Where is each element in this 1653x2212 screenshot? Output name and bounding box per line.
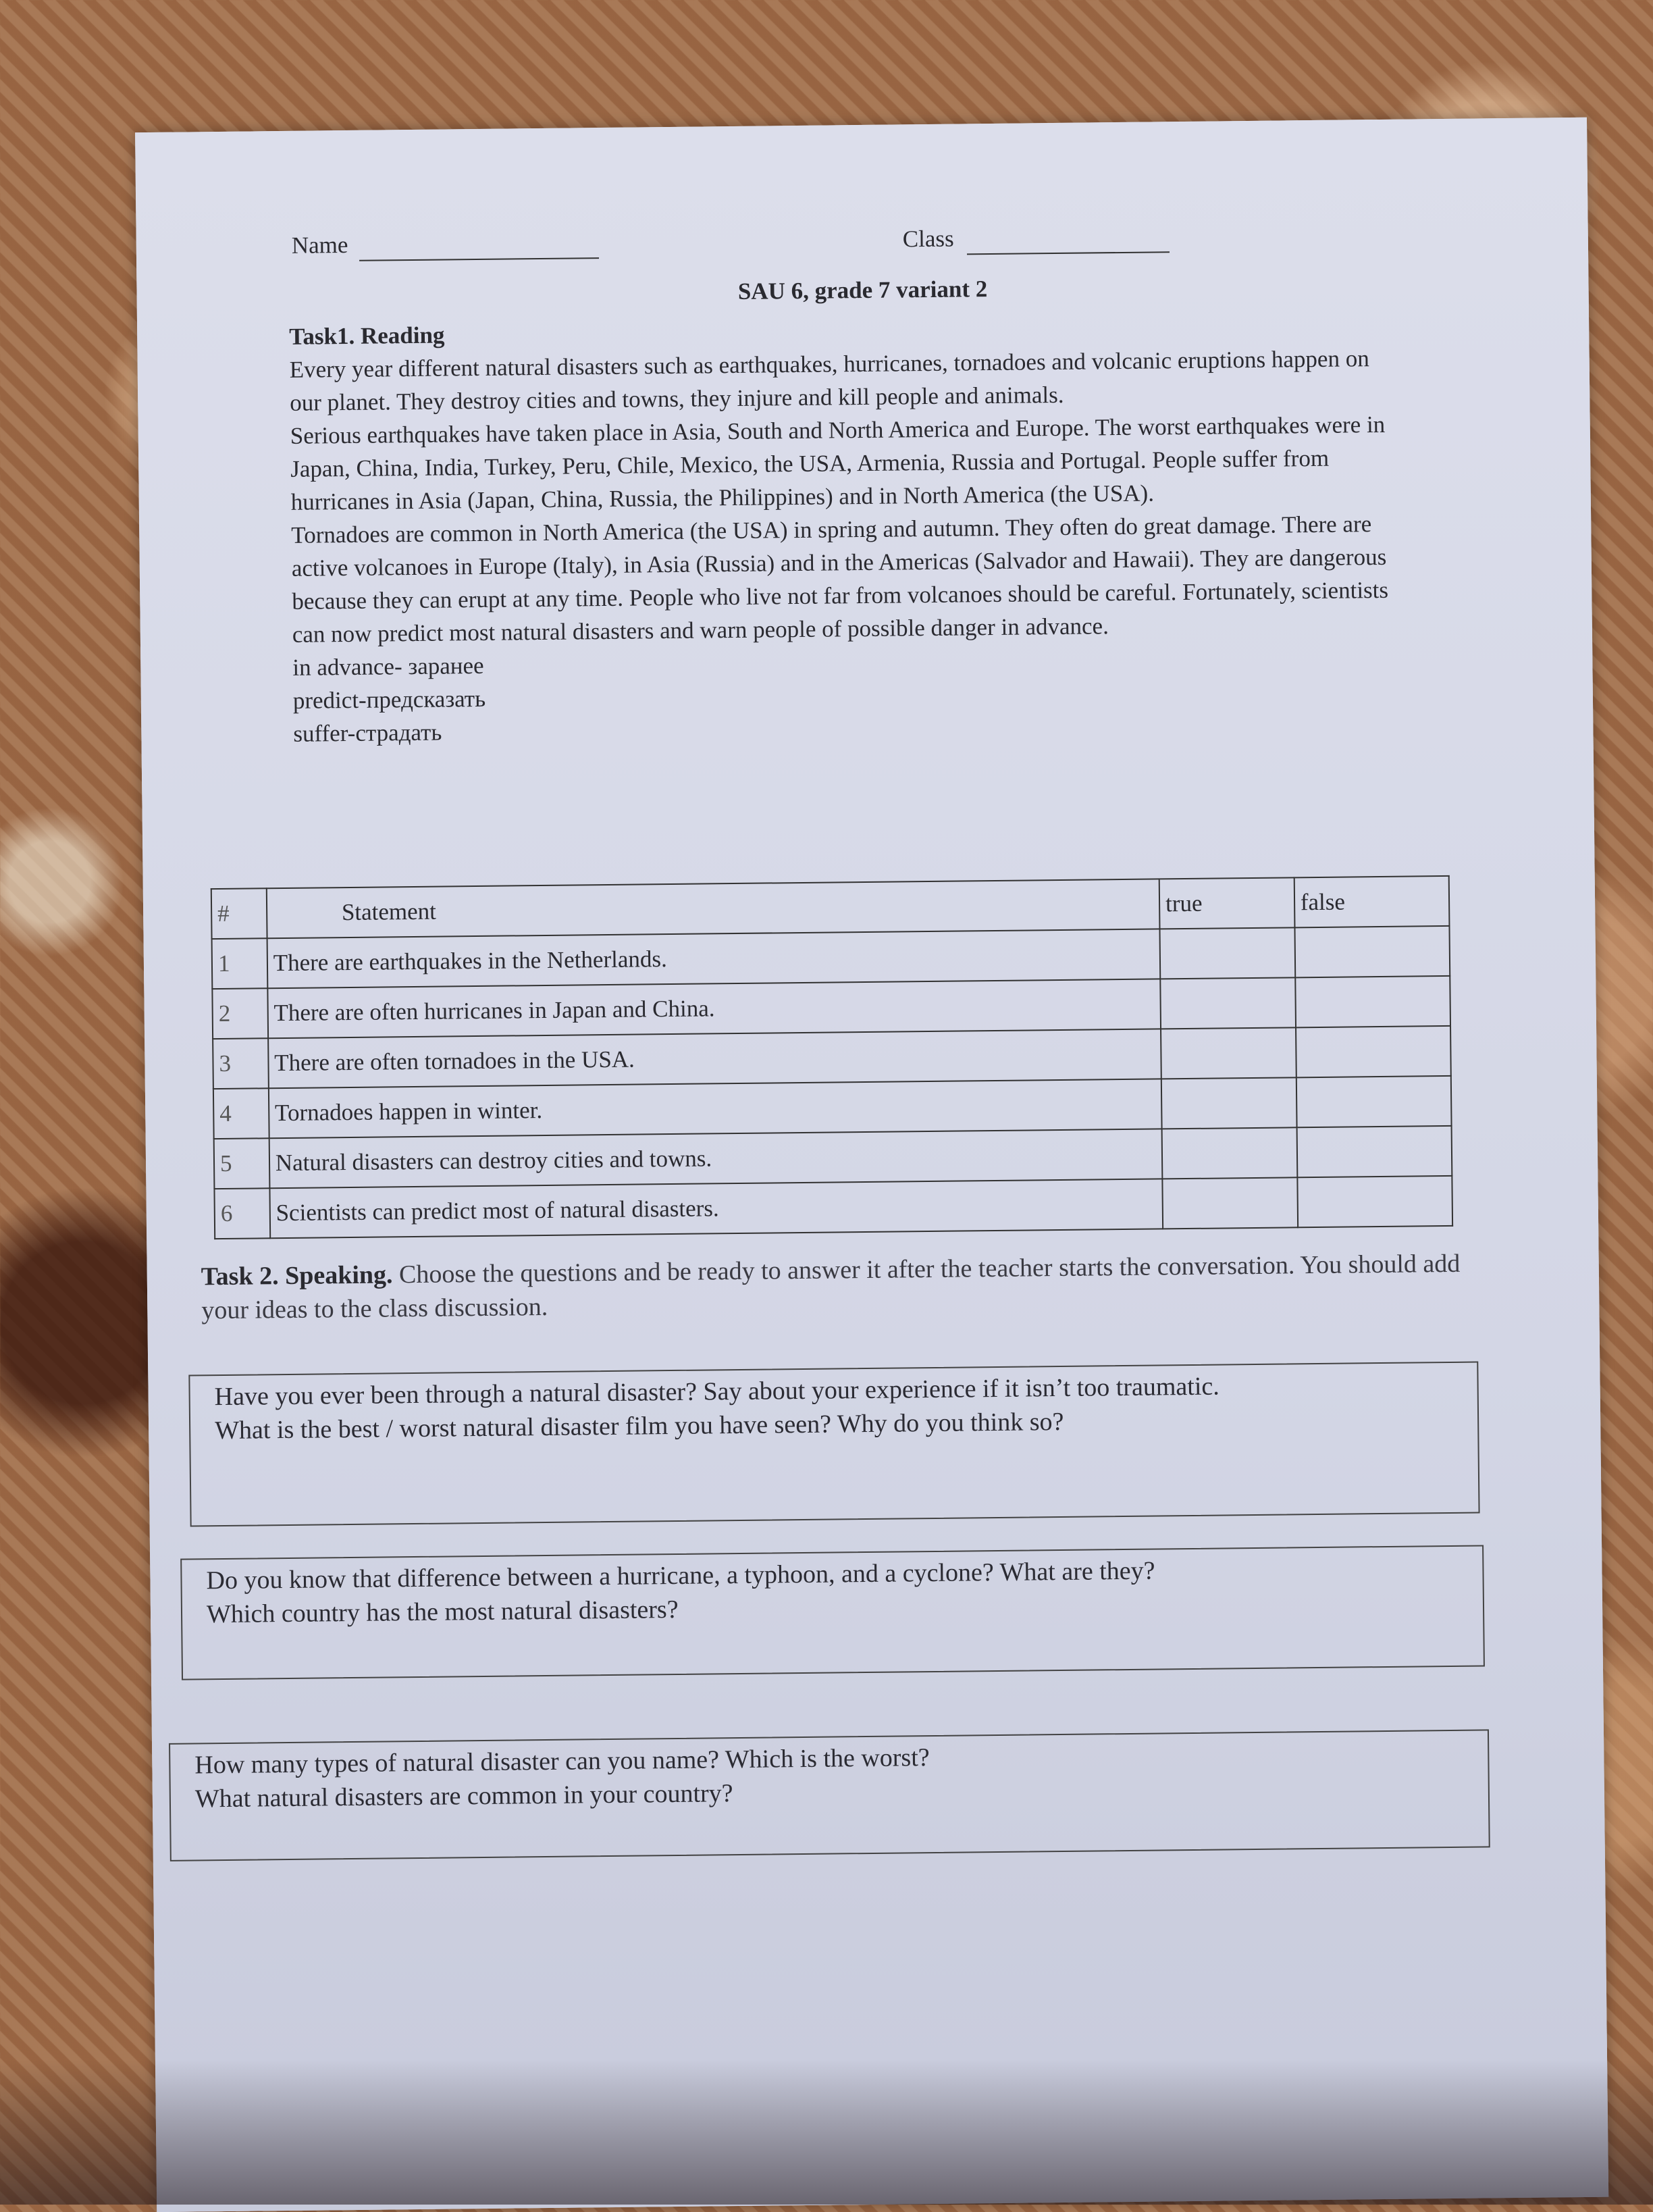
question-box (180, 1545, 1485, 1680)
true-answer-cell[interactable] (1162, 1127, 1297, 1179)
task2-speaking (201, 1246, 1485, 1327)
name-blank-line (359, 257, 599, 261)
question-text: How many types of natural disaster can you name? Which is the worst? (194, 1743, 930, 1780)
false-answer-cell[interactable] (1296, 1026, 1451, 1077)
task2-title: Task 2. Speaking. (201, 1260, 393, 1291)
row-number: 1 (212, 938, 268, 989)
question-text: Which country has the most natural disasters? (206, 1595, 679, 1629)
row-statement: There are often hurricanes in Japan and China. (267, 979, 1161, 1038)
glossary (292, 640, 1407, 750)
row-number: 6 (214, 1188, 270, 1239)
column-header-number: # (211, 888, 267, 939)
task2-instructions: Choose the questions and be ready to answer it after the teacher starts the conversation. You should add your ideas to the class discussion. (201, 1249, 1461, 1325)
question-box (188, 1362, 1479, 1527)
task1-reading (289, 309, 1408, 750)
question-text: Have you ever been through a natural disaster? Say about your experience if it isn’t too traumatic. (214, 1372, 1219, 1412)
false-answer-cell[interactable] (1297, 1176, 1452, 1227)
photo-shadow (0, 2060, 1653, 2205)
row-number: 4 (213, 1088, 269, 1139)
false-answer-cell[interactable] (1295, 976, 1450, 1027)
true-answer-cell[interactable] (1162, 1177, 1297, 1229)
reading-paragraph: Serious earthquakes have taken place in Asia, South and North America and Europe. The worst earthquakes were in Japan, China, India, Turkey, Peru, Chile, Mexico, the USA, Armenia, Russia and Portugal. People suffer from hurricanes in Asia (Japan, China, Russia, the Philippines) and in North America (the USA). (290, 411, 1386, 515)
false-answer-cell[interactable] (1296, 1126, 1452, 1177)
reading-paragraph: Every year different natural disasters such as earthquakes, hurricanes, tornadoes and volcanic eruptions happen on our planet. They destroy cities and towns, they injure and kill people and animals. (289, 345, 1369, 416)
column-header-false: false (1294, 876, 1449, 927)
document-title: SAU 6, grade 7 variant 2 (737, 276, 988, 305)
row-statement: Scientists can predict most of natural disasters. (269, 1179, 1163, 1238)
row-statement: There are earthquakes in the Netherlands. (267, 929, 1160, 988)
row-number: 3 (213, 1038, 269, 1089)
glossary-item: in advance- заранее (292, 652, 484, 681)
row-number: 2 (212, 988, 268, 1039)
true-answer-cell[interactable] (1160, 927, 1295, 979)
true-answer-cell[interactable] (1160, 977, 1295, 1029)
question-text: Do you know that difference between a hurricane, a typhoon, and a cyclone? What are they? (206, 1556, 1155, 1595)
name-label: Name (291, 231, 348, 259)
row-statement: There are often tornadoes in the USA. (268, 1029, 1161, 1088)
column-header-statement: Statement (267, 879, 1160, 938)
true-answer-cell[interactable] (1161, 1027, 1296, 1079)
true-false-table (211, 875, 1453, 1239)
column-header-true: true (1159, 877, 1294, 929)
row-statement: Tornadoes happen in winter. (269, 1079, 1162, 1138)
false-answer-cell[interactable] (1294, 926, 1450, 977)
worksheet-page (135, 118, 1608, 2212)
reading-paragraph: Tornadoes are common in North America (the USA) in spring and autumn. They often do great damage. There are active volcanoes in Europe (Italy), in Asia (Russia) and in the Americas (Salvador and Hawaii). They are dangerous because they can erupt at any time. People who live not far from volcanoes should be careful. Fortunately, scientists can now predict most natural disasters and warn people of possible danger in advance. (291, 511, 1389, 648)
class-blank-line (967, 251, 1170, 255)
class-label: Class (902, 225, 954, 253)
row-number: 5 (214, 1138, 270, 1189)
header-row (292, 222, 1305, 273)
false-answer-cell[interactable] (1296, 1076, 1452, 1127)
task1-title: Task1. Reading (289, 321, 445, 350)
glossary-item: suffer-страдать (293, 719, 442, 747)
question-text: What is the best / worst natural disaster film you have seen? Why do you think so? (214, 1407, 1064, 1445)
row-statement: Natural disasters can destroy cities and towns. (269, 1129, 1162, 1188)
question-box (169, 1729, 1490, 1861)
glossary-item: predict-предсказать (292, 685, 486, 714)
question-text: What natural disasters are common in your country? (194, 1779, 733, 1814)
true-answer-cell[interactable] (1161, 1077, 1296, 1129)
